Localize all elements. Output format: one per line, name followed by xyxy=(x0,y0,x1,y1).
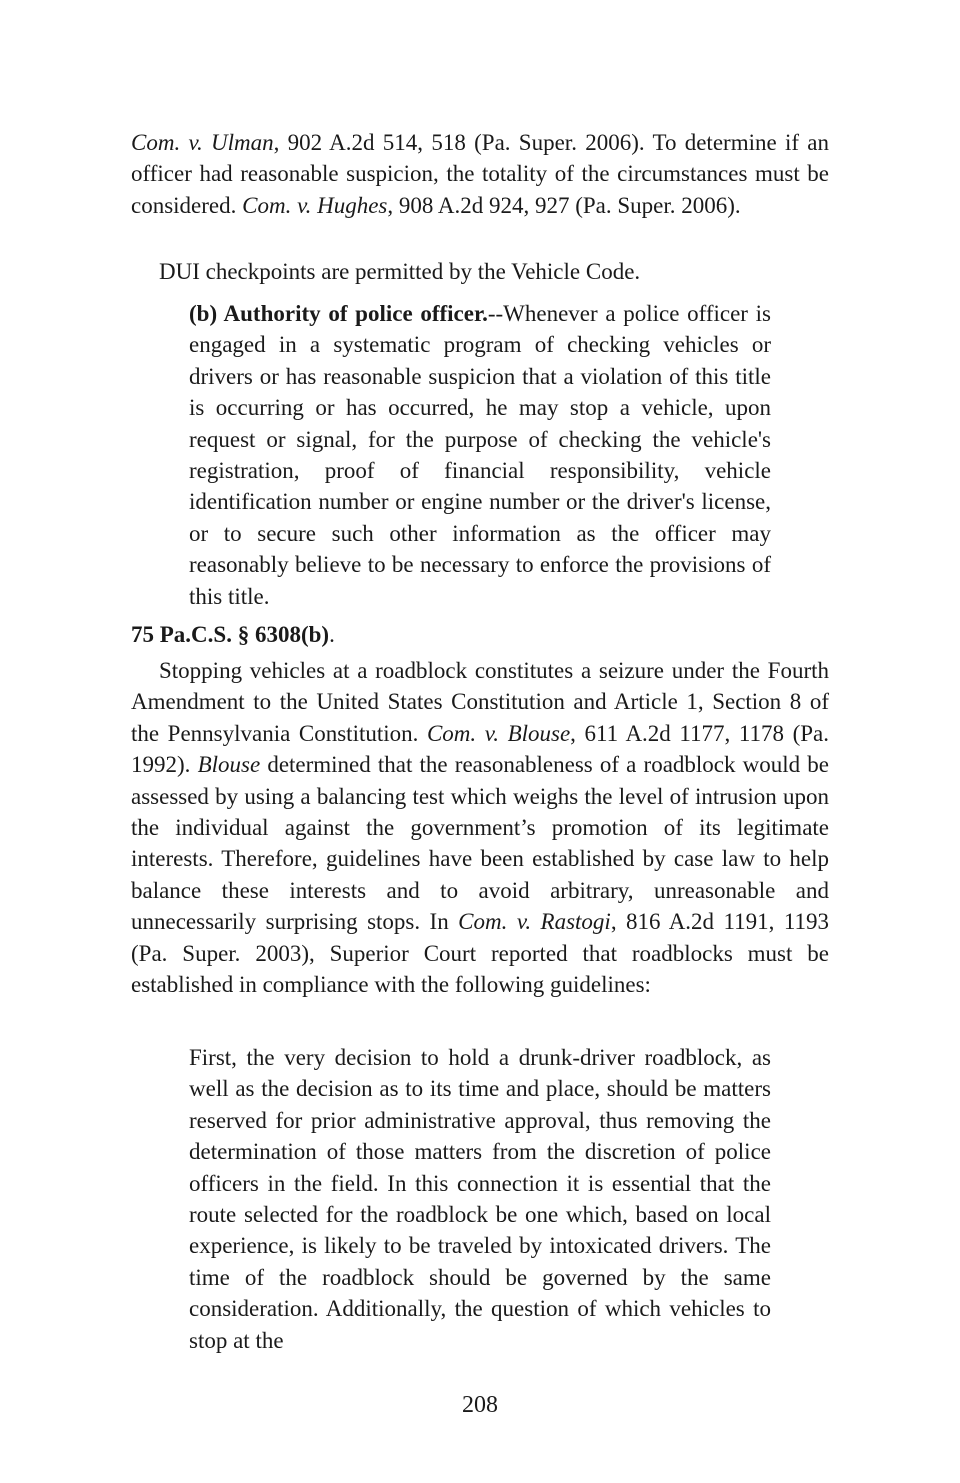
citation-text: , 908 A.2d 924, 927 (Pa. Super. 2006). xyxy=(387,192,741,218)
case-name-blouse: Com. v. Blouse xyxy=(426,720,571,746)
paragraph-dui-checkpoints: DUI checkpoints are permitted by the Vehicle Code. xyxy=(159,259,641,284)
case-name-blouse-short: Blouse xyxy=(197,752,261,778)
statute-body: --Whenever a police officer is engaged in a systematic program of checking vehicles or drivers or has reasonable suspicion that a violation of this title is occurring or has occurred, he may stop a vehicle, upon request or signal, for the purpose of checking the vehicle's registration, proof of financial responsibility, vehicle identification number or engine number or the driver's license, or to secure such other information as the officer may reasonably believe to be necessary to enforce the provisions of this title. xyxy=(189,301,771,609)
citation-text: , 902 A.2d 514, 518 (Pa. Super. 2006). To determine if an officer had reasonable suspicion, the totality of the circumstances must be considered. xyxy=(131,130,829,218)
case-name-rastogi: Com. v. Rastogi xyxy=(458,909,611,935)
block-quote-statute xyxy=(189,298,771,612)
case-name-hughes: Com. v. Hughes xyxy=(242,192,388,218)
statute-citation: 75 Pa.C.S. § 6308(b). xyxy=(131,622,335,647)
block-quote-guidelines: First, the very decision to hold a drunk-driver roadblock, as well as the decision as to its time and place, should be matters reserved for prior administrative approval, thus removing the determination of those matters from the discretion of police officers in the field. In this connection it is essential that the route selected for the roadblock be one which, based on local experience, is likely to be traveled by intoxicated drivers. The time of the roadblock should be governed by the same consideration. Additionally, the question of which vehicles to stop at the xyxy=(189,1045,771,1353)
page-number: 208 xyxy=(462,1392,498,1418)
paragraph-reasonable-suspicion xyxy=(131,127,829,221)
statute-heading: (b) Authority of police officer. xyxy=(189,301,488,326)
case-name-ulman: Com. v. Ulman xyxy=(131,130,274,155)
paragraph-roadblock-seizure: Stopping vehicles at a roadblock constitutes a seizure under the Fourth Amendment to the United States Constitution and Article 1, Section 8 of the Pennsylvania Constitution. Com. v. Blouse, 611 A.2d 1177, 1178 (Pa. 1992). Blouse determined that the reasonableness of a roadblock would be assessed by using a balancing test which weighs the level of intrusion upon the individual against the government’s promotion of its legitimate interests. Therefore, guidelines have been established by case law to help balance these interests and to avoid arbitrary, unreasonable and unnecessarily surprising stops. In Com. v. Rastogi, 816 A.2d 1191, 1193 (Pa. Super. 2003), Superior Court reported that roadblocks must be established in compliance with the following guidelines: xyxy=(131,658,829,998)
